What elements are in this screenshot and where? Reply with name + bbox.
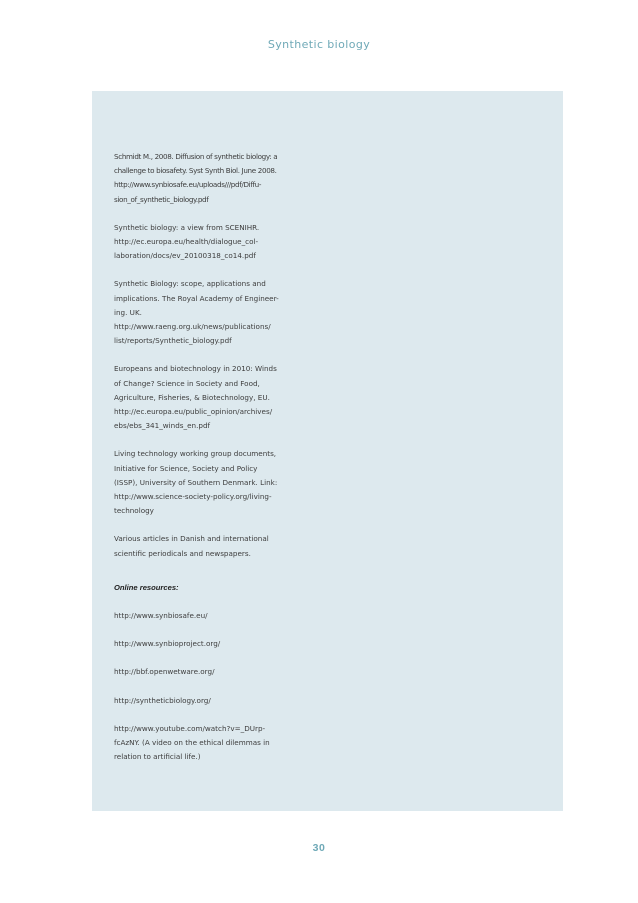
reference-line: Synthetic Biology: scope, applications and <box>114 279 266 289</box>
reference-line: challenge to biosafety. Syst Synth Biol. June 2008. <box>114 166 277 176</box>
online-link[interactable]: http://syntheticbiology.org/ <box>114 695 211 705</box>
page-number: 30 <box>312 842 326 854</box>
reference-link[interactable]: list/reports/Synthetic_biology.pdf <box>114 336 232 346</box>
reference-entry <box>114 277 304 348</box>
reference-link[interactable]: http://www.raeng.org.uk/news/publications/ <box>114 322 271 332</box>
reference-link[interactable]: http://ec.europa.eu/public_opinion/archives/ <box>114 407 273 417</box>
reference-line: Agriculture, Fisheries, & Biotechnology, EU. <box>114 392 270 402</box>
reference-line: implications. The Royal Academy of Engineer- <box>114 293 279 303</box>
video-link[interactable]: http://www.youtube.com/watch?v=_DUrp- <box>114 723 266 733</box>
online-link[interactable]: http://www.synbioproject.org/ <box>114 639 221 649</box>
video-entry <box>114 722 304 765</box>
video-link[interactable]: fcAzNY. (A video on the ethical dilemmas in <box>114 738 270 748</box>
online-link[interactable]: http://www.synbiosafe.eu/ <box>114 611 208 621</box>
online-link[interactable]: http://bbf.openwetware.org/ <box>114 667 215 677</box>
reference-link[interactable]: sion_of_synthetic_biology.pdf <box>114 194 209 204</box>
reference-line: Initiative for Science, Society and Policy <box>114 463 258 473</box>
reference-entry <box>114 362 304 433</box>
reference-line: of Change? Science in Society and Food, <box>114 378 260 388</box>
reference-line: (ISSP), University of Southern Denmark. Link: <box>114 477 278 487</box>
online-resources-heading: Online resources: <box>114 582 179 592</box>
reference-line: Various articles in Danish and international <box>114 534 269 544</box>
reference-link[interactable]: http://ec.europa.eu/health/dialogue_col- <box>114 237 259 247</box>
reference-line: Europeans and biotechnology in 2010: Winds <box>114 364 277 374</box>
reference-line: scientific periodicals and newspapers. <box>114 548 251 558</box>
reference-line: Schmidt M., 2008. Diffusion of synthetic biology: a <box>114 152 278 161</box>
reference-entry <box>114 532 304 560</box>
video-description: relation to artificial life.) <box>114 752 201 762</box>
reference-line: Synthetic biology: a view from SCENIHR. <box>114 222 260 232</box>
reference-link[interactable]: http://www.synbiosafe.eu/uploads///pdf/Diffu- <box>114 180 262 190</box>
reference-link[interactable]: technology <box>114 506 154 516</box>
reference-link[interactable]: ebs/ebs_341_winds_en.pdf <box>114 421 211 431</box>
reference-line: Living technology working group documents, <box>114 449 277 459</box>
reference-link[interactable]: http://www.science-society-policy.org/living- <box>114 492 272 502</box>
reference-entry <box>114 150 304 207</box>
reference-entry <box>114 447 304 518</box>
references-content <box>114 150 304 779</box>
reference-link[interactable]: laboration/docs/ev_20100318_co14.pdf <box>114 251 256 261</box>
reference-entry <box>114 221 304 264</box>
running-header: Synthetic biology <box>267 38 371 51</box>
reference-line: ing. UK. <box>114 307 142 317</box>
